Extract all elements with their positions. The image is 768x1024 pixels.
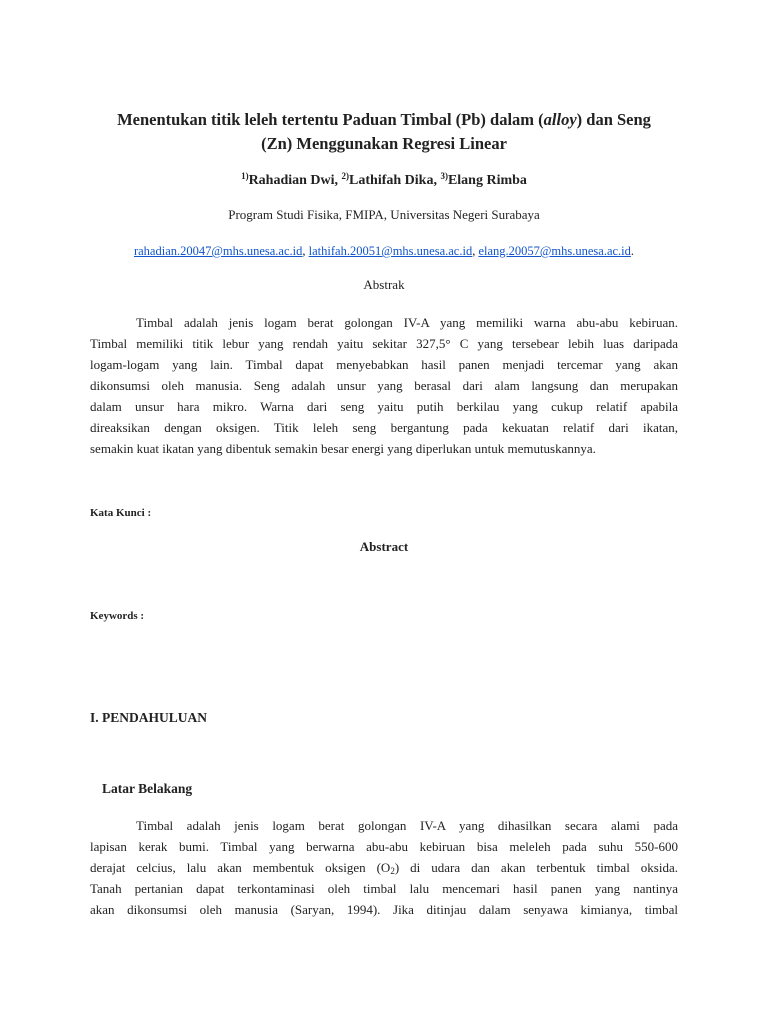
email-link[interactable]: rahadian.20047@mhs.unesa.ac.id <box>133 244 303 258</box>
subsection-heading-latar-belakang: Latar Belakang <box>102 781 193 796</box>
author-name: Rahadian Dwi <box>248 173 335 188</box>
text-line: lapisan kerak bumi. Timbal yang berwarna abu-abu kebiruan bisa meleleh pada suhu 550-600 <box>90 839 678 854</box>
title-italic-alloy: alloy <box>543 110 577 129</box>
section-heading-pendahuluan: I. PENDAHULUAN <box>90 710 208 725</box>
text-line: Tanah pertanian dapat terkontaminasi oleh timbal lalu mencemari hasil panen yang nantinya <box>90 881 678 896</box>
paper-title <box>90 108 678 156</box>
kata-kunci-label: Kata Kunci : <box>90 507 152 519</box>
title-line-1: Menentukan titik leleh tertentu Paduan Timbal (Pb) dalam (alloy) dan Seng <box>117 110 651 129</box>
text-line: logam-logam yang lain. Timbal dapat menyebabkan hasil panen menjadi tercemar yang akan <box>90 357 678 372</box>
text-line: dalam unsur hara mikro. Warna dari seng yaitu putih berkilau yang cukup relatif apabila <box>90 399 678 414</box>
paper-page <box>90 0 678 1024</box>
text-line: dikonsumsi oleh manusia. Seng adalah unsur yang berasal dari alam langsung dan merupakan <box>90 378 678 393</box>
email-link[interactable]: elang.20057@mhs.unesa.ac.id <box>478 244 631 258</box>
keywords-label: Keywords : <box>90 610 145 622</box>
text-line: Timbal adalah jenis logam berat golongan IV-A yang memiliki warna abu-abu kebiruan. <box>136 315 678 330</box>
intro-paragraph <box>90 815 678 920</box>
text-line: Timbal memiliki titik lebur yang rendah yaitu sekitar 327,5° C yang tersebear lebih luas daripada <box>90 336 678 351</box>
text-line: direaksikan dengan oksigen. Titik leleh seng bergantung pada kekuatan relatif dari ikatan, <box>90 420 678 435</box>
text-line: derajat celcius, lalu akan membentuk oksigen $(O_2)$ di udara dan akan terbentuk timbal oksida. <box>90 860 678 876</box>
email-list: rahadian.20047@mhs.unesa.ac.id, lathifah.20051@mhs.unesa.ac.id, elang.20057@mhs.unesa.ac.id. <box>133 244 635 258</box>
abstrak-paragraph <box>90 312 678 459</box>
text-line: semakin kuat ikatan yang dibentuk semakin besar energi yang diperlukan untuk memutuskannya. <box>90 441 596 456</box>
title-line-2: (Zn) Menggunakan Regresi Linear <box>261 134 507 153</box>
abstrak-heading: Abstrak <box>363 277 405 292</box>
abstract-heading: Abstract <box>359 539 409 554</box>
author-name: Lathifah Dika <box>349 173 434 188</box>
subscript-2: 2 <box>390 866 395 876</box>
text-line: Timbal adalah jenis logam berat golongan IV-A yang dihasilkan secara alami pada <box>136 818 678 833</box>
email-link[interactable]: lathifah.20051@mhs.unesa.ac.id <box>308 244 473 258</box>
author-list: $^{1)}$Rahadian Dwi, $^{2)}$Lathifah Dika, $^{3)}$Elang Rimba <box>241 171 527 188</box>
affiliation: Program Studi Fisika, FMIPA, Universitas Negeri Surabaya <box>228 207 540 222</box>
author-name: Elang Rimba <box>447 173 527 188</box>
text-line: akan dikonsumsi oleh manusia (Saryan, 1994). Jika ditinjau dalam senyawa kimianya, timbal <box>90 902 678 917</box>
